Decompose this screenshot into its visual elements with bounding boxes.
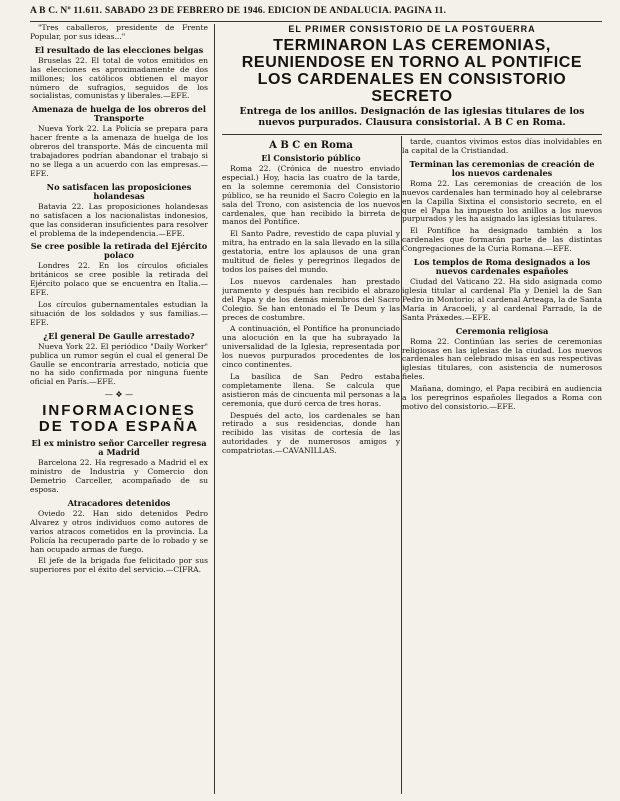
article-paragraph: Mañana, domingo, el Papa recibirá en audiencia a los peregrinos españoles llegados a Roma con motivo del consistorio.—EFE. — [402, 384, 602, 411]
article-paragraph: tarde, cuantos vivimos estos días inolvidables en la capital de la Cristiandad. — [402, 138, 602, 155]
column-2 — [222, 138, 400, 794]
article-heading: Atracadores detenidos — [67, 497, 171, 508]
article-heading: No satisfacen las proposiciones holandesas — [46, 181, 192, 201]
article-paragraph: Batavia 22. Las proposiciones holandesas no satisfacen a los nacionalistas indonesios, que las consideran insuficientes para resolver el problema de la independencia.—EFE. — [30, 201, 208, 238]
article-paragraph: El Pontífice ha designado también a los cardenales que formarán parte de las distintas Congregaciones de la Curia Romana.—EFE. — [402, 226, 602, 254]
article-paragraph: Oviedo 22. Han sido detenidos Pedro Alvarez y otros individuos como autores de varios atracos cometidos en la provincia. La Policía ha recuperado parte de lo robado y se han ocupado armas de fuego. — [30, 508, 208, 554]
top-story — [222, 24, 602, 134]
article-paragraph: Ciudad del Vaticano 22. Ha sido asignada como iglesia titular al cardenal Pla y Deniel la de San Pedro in Montorio; al cardenal Arteaga, la de Santa María in Aracoeli, y al cardenal Parrado, la de Santa Práxedes.—EFE. — [402, 277, 602, 322]
section-title: INFORMACIONES DE TODA ESPAÑA — [38, 402, 200, 436]
article-paragraph: Barcelona 22. Ha regresado a Madrid el ex ministro de Industria y Comercio don Demetrio Carceller, acompañado de su esposa. — [30, 458, 208, 494]
top-story-deck: Entrega de los anillos. Designación de las iglesias titulares de los nuevos purpurados. Clausura consistorial. A B C en Roma. — [239, 106, 585, 128]
article — [30, 242, 208, 327]
article-paragraph: El jefe de la brigada fue felicitado por sus superiores por el éxito del servicio.—CIFRA. — [30, 556, 208, 575]
article-paragraph: Roma 22. Las ceremonias de creación de los nuevos cardenales han terminado hoy al celebrarse en la Capilla Sixtina el consistorio secreto, en el que el Papa ha impuesto los anillos a los nuevos purpurados y les ha asignado las iglesias titulares. — [402, 178, 602, 224]
column-3 — [402, 138, 602, 794]
article — [30, 105, 208, 178]
article-paragraph: Nueva York 22. El periódico "Daily Worker" publica un rumor según el cual el general De Gaulle se encontraría arrestado, noticia que no ha sido confirmada por ninguna fuente oficial en París.—EFE. — [30, 341, 208, 387]
article-paragraph: Después del acto, los cardenales se han retirado a sus residencias, donde han recibido las visitas de cortesía de las autoridades y de numerosos amigos y compatriotas.—CAVANILLAS. — [222, 410, 400, 456]
article-paragraph: Roma 22. (Crónica de nuestro enviado especial.) Hoy, hacia las cuatro de la tarde, en la solemne ceremonia del Consistorio público, se ha reunido el Sacro Colegio en la sala del Trono, con asistencia de los nuevos cardenales, que han recibido la birreta de manos del Pontífice. — [222, 164, 400, 227]
top-story-kicker: EL PRIMER CONSISTORIO DE LA POSTGUERRA — [288, 24, 536, 34]
article-paragraph: A continuación, el Pontífice ha pronunciado una alocución en la que ha subrayado la universalidad de la Iglesia, representada por los nuevos purpurados procedentes de los cinco continentes. — [222, 324, 400, 370]
column-divider — [214, 24, 215, 794]
article-heading: Se cree posible la retirada del Ejército polaco — [30, 241, 208, 261]
article-paragraph: Roma 22. Continúan las series de ceremonias religiosas en las iglesias de la ciudad. Los nuevos cardenales han celebrado misas en sus respectivas iglesias titulares, con asistencia de numerosos fieles. — [402, 336, 602, 382]
column-1 — [30, 24, 208, 794]
article-subheading: El Consistorio público — [261, 153, 361, 163]
ornament: — ❖ — — [104, 390, 134, 400]
article-paragraph: Nueva York 22. La Policía se prepara para hacer frente a la amenaza de huelga de los obreros del transporte. Más de cincuenta mil trabajadores podrían abandonar el trabajo si no se llega a un acuerdo con las empresas.—EFE. — [30, 124, 208, 178]
article-paragraph: La basílica de San Pedro estaba completamente llena. Se calcula que asistieron más de cincuenta mil personas a la ceremonia, que duró cerca de tres horas. — [222, 371, 400, 408]
article-heading: Amenaza de huelga de los obreros del Transporte — [32, 104, 206, 124]
article-heading: Los templos de Roma designados a los nuevos cardenales españoles — [413, 257, 591, 277]
article-paragraph: Bruselas 22. El total de votos emitidos en las elecciones es aproximadamente de dos millones; los católicos obtienen el mayor número de sufragios, seguidos de los socialistas, comunistas y liberales.—EFE. — [30, 55, 208, 101]
article-paragraph: Londres 22. En los círculos oficiales británicos se cree posible la retirada del Ejército polaco que se encuentra en Italia.—EFE. — [30, 261, 208, 298]
top-story-headline: TERMINARON LAS CEREMONIAS, REUNIENDOSE EN TORNO AL PONTIFICE LOS CARDENALES EN CONSISTORIO SECRETO — [241, 37, 583, 105]
page-header: A B C. Nº 11.611. SABADO 23 DE FEBRERO DE 1946. EDICION DE ANDALUCIA. PAGINA 11. — [30, 6, 447, 16]
article-heading: El ex ministro señor Carceller regresa a Madrid — [31, 438, 207, 458]
article — [402, 327, 602, 412]
header-rule — [30, 21, 602, 22]
article — [30, 46, 208, 102]
article-paragraph: Los círculos gubernamentales estudian la situación de los soldados y sus familias.—EFE. — [30, 300, 208, 327]
article — [30, 332, 208, 388]
article-paragraph: El Santo Padre, revestido de capa pluvial y mitra, ha entrado en la sala llevado en la silla gestatoria, entre los aplausos de una gran multitud de fieles y peregrinos llegados de todos los países del mundo. — [222, 229, 400, 274]
article — [30, 183, 208, 239]
section-brand: A B C en Roma — [269, 140, 353, 151]
article-heading: Terminan las ceremonias de creación de los nuevos cardenales — [409, 158, 595, 178]
intro-paragraph: "Tres caballeros, presidente de Frente Popular, por sus ideas..." — [30, 24, 208, 41]
banner-rule — [222, 134, 602, 135]
article-heading: Ceremonia religiosa — [455, 325, 549, 336]
article-heading: ¿El general De Gaulle arrestado? — [43, 330, 195, 341]
article — [30, 499, 208, 575]
article-heading: El resultado de las elecciones belgas — [34, 44, 204, 55]
article — [30, 439, 208, 495]
article — [402, 160, 602, 254]
article — [402, 258, 602, 323]
article-paragraph: Los nuevos cardenales han prestado juramento y después han recibido el abrazo del Papa y de los demás miembros del Sacro Colegio. Se han entonado el Te Deum y las preces de costumbre. — [222, 276, 400, 322]
